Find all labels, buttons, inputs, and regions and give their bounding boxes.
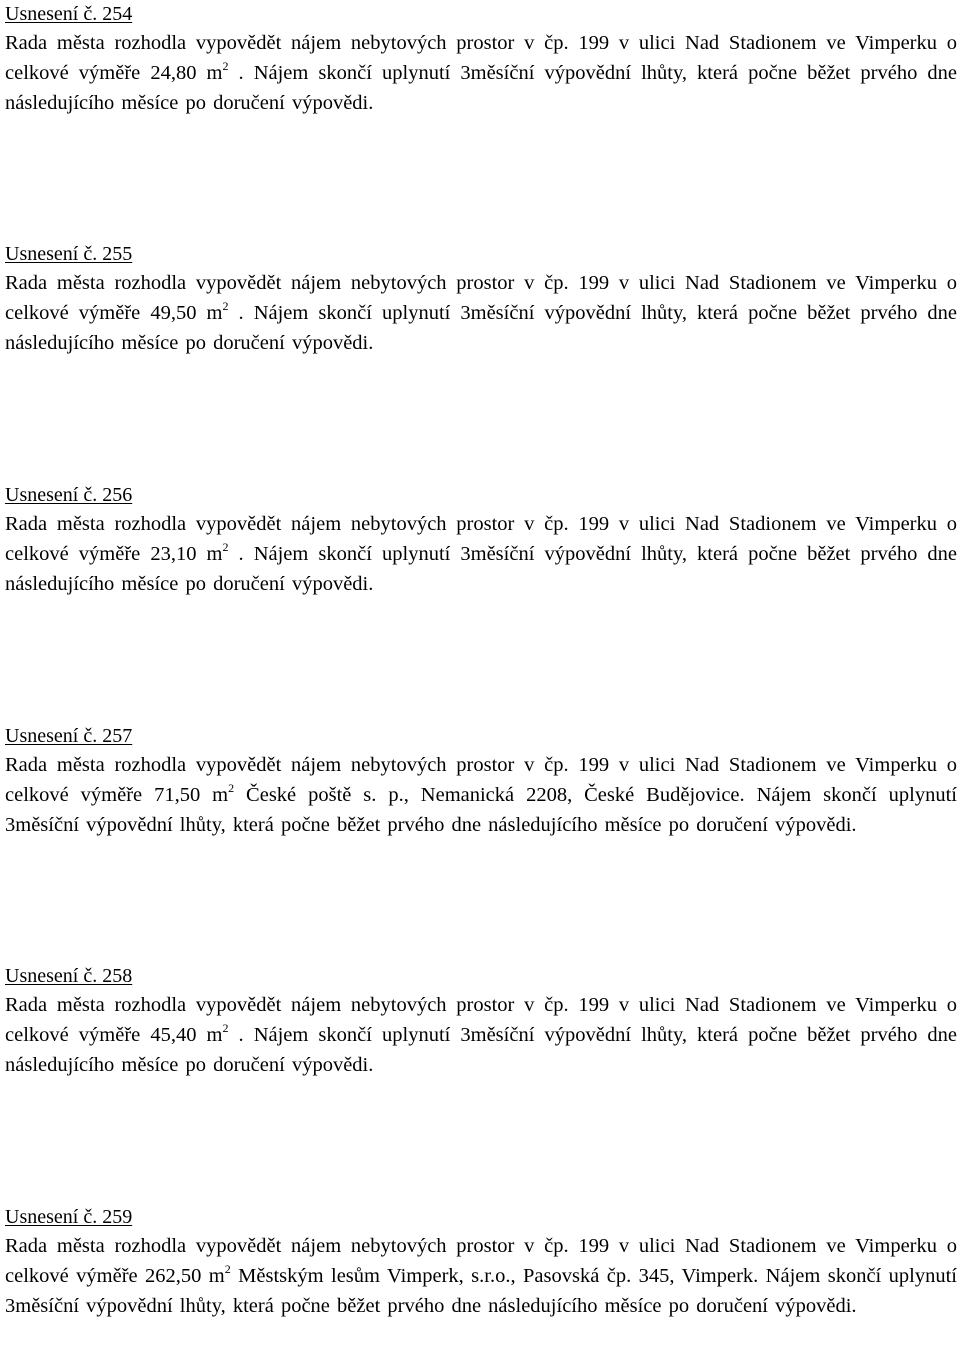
- resolution-text: [5, 990, 957, 1081]
- resolution-text-main: Rada města rozhodla vypovědět nájem nebytových prostor v čp. 199 v ulici Nad Stadionem ve Vimperku o celkové výměře 45,40 m: [5, 994, 957, 1047]
- unit-exponent: 2: [228, 781, 235, 796]
- resolution-text-tail: Městským lesům Vimperk, s.r.o., Pasovská čp. 345, Vimperk. Nájem skončí uplynutí 3měsíční výpovědní lhůty, která počne běžet prvého dne následujícího měsíce po doručení výpovědi.: [5, 1265, 957, 1318]
- resolution-title: Usnesení č. 256: [5, 484, 133, 506]
- unit-exponent: 2: [222, 59, 229, 74]
- resolution-256: [5, 481, 957, 600]
- resolution-259: [5, 1203, 957, 1322]
- unit-exponent: 2: [222, 1021, 229, 1036]
- resolution-257: [5, 722, 957, 841]
- resolution-text-main: Rada města rozhodla vypovědět nájem nebytových prostor v čp. 199 v ulici Nad Stadionem ve Vimperku o celkové výměře 262,50 m: [5, 1235, 957, 1288]
- resolution-text: [5, 750, 957, 841]
- resolution-text-tail: České poště s. p., Nemanická 2208, České Budějovice. Nájem skončí uplynutí 3měsíční výpovědní lhůty, která počne běžet prvého dne následujícího měsíce po doručení výpovědi.: [5, 784, 957, 837]
- resolution-255: [5, 240, 957, 359]
- resolution-258: [5, 962, 957, 1081]
- resolution-text-main: Rada města rozhodla vypovědět nájem nebytových prostor v čp. 199 v ulici Nad Stadionem ve Vimperku o celkové výměře 23,10 m: [5, 513, 957, 566]
- resolution-title: Usnesení č. 258: [5, 965, 133, 987]
- resolution-254: [5, 0, 957, 119]
- resolution-text-main: Rada města rozhodla vypovědět nájem nebytových prostor v čp. 199 v ulici Nad Stadionem ve Vimperku o celkové výměře 49,50 m: [5, 272, 957, 325]
- resolution-title: Usnesení č. 259: [5, 1206, 133, 1228]
- resolution-text: [5, 268, 957, 359]
- resolution-title: Usnesení č. 255: [5, 243, 133, 265]
- resolution-text-tail: . Nájem skončí uplynutí 3měsíční výpovědní lhůty, která počne běžet prvého dne následujícího měsíce po doručení výpovědi.: [5, 543, 957, 596]
- resolution-text-main: Rada města rozhodla vypovědět nájem nebytových prostor v čp. 199 v ulici Nad Stadionem ve Vimperku o celkové výměře 24,80 m: [5, 32, 957, 85]
- resolution-title: Usnesení č. 257: [5, 725, 133, 747]
- resolution-text-tail: . Nájem skončí uplynutí 3měsíční výpovědní lhůty, která počne běžet prvého dne následujícího měsíce po doručení výpovědi.: [5, 1024, 957, 1077]
- unit-exponent: 2: [224, 1262, 231, 1277]
- resolution-text: [5, 28, 957, 119]
- resolution-text-tail: . Nájem skončí uplynutí 3měsíční výpovědní lhůty, která počne běžet prvého dne následujícího měsíce po doručení výpovědi.: [5, 62, 957, 115]
- unit-exponent: 2: [222, 299, 229, 314]
- resolution-text-tail: . Nájem skončí uplynutí 3měsíční výpovědní lhůty, která počne běžet prvého dne následujícího měsíce po doručení výpovědi.: [5, 302, 957, 355]
- resolution-text: [5, 509, 957, 600]
- resolution-text-main: Rada města rozhodla vypovědět nájem nebytových prostor v čp. 199 v ulici Nad Stadionem ve Vimperku o celkové výměře 71,50 m: [5, 754, 957, 807]
- resolution-title: Usnesení č. 254: [5, 3, 133, 25]
- resolution-text: [5, 1231, 957, 1322]
- unit-exponent: 2: [222, 540, 229, 555]
